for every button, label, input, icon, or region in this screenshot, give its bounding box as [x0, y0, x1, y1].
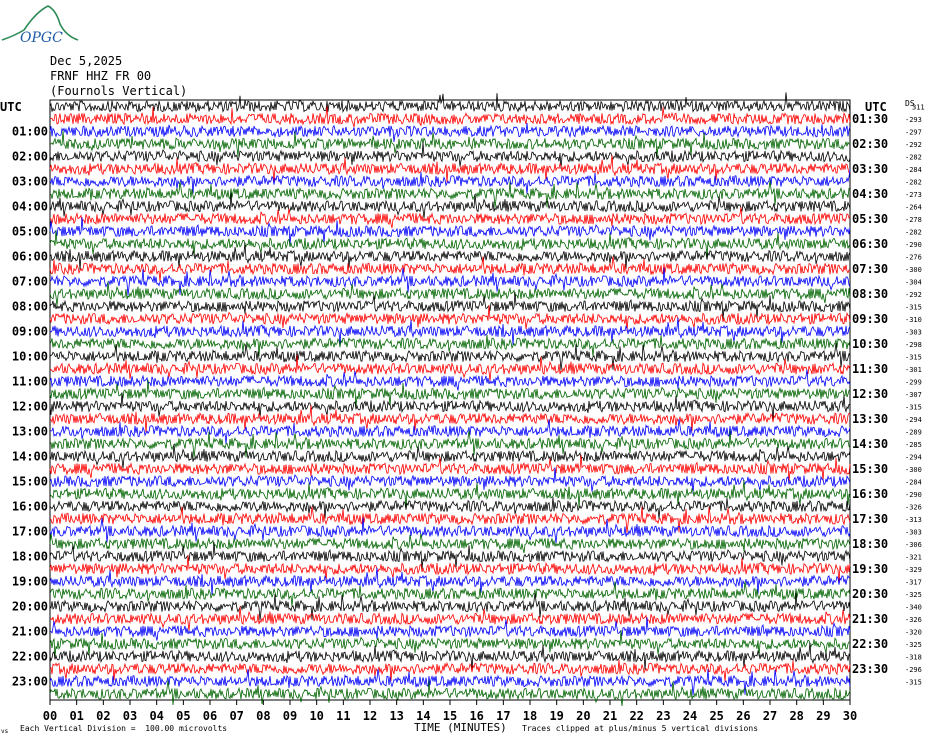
ds-value: -294 — [905, 453, 922, 462]
trace-22 — [50, 355, 850, 381]
ds-value: -290 — [905, 490, 922, 499]
left-hour-label: 20:00 — [11, 599, 48, 614]
x-tick-label-11: 11 — [336, 709, 351, 723]
x-tick-label-18: 18 — [522, 709, 538, 723]
right-hour-label: 05:30 — [852, 211, 889, 226]
right-hour-label: 03:30 — [852, 161, 889, 176]
ds-value: -282 — [905, 178, 922, 187]
ds-values — [905, 103, 925, 686]
ds-value: -320 — [905, 628, 922, 637]
x-tick-label-30: 30 — [842, 709, 858, 723]
ds-value: -273 — [905, 190, 922, 199]
trace-12 — [50, 230, 850, 257]
x-tick-label-07: 07 — [229, 709, 244, 723]
x-axis — [43, 700, 857, 723]
left-hour-label: 07:00 — [11, 274, 48, 289]
ds-value: -310 — [905, 315, 922, 324]
ds-value: -289 — [905, 428, 922, 437]
ds-value: -298 — [905, 340, 922, 349]
right-hour-label: 10:30 — [852, 336, 889, 351]
x-tick-label-22: 22 — [629, 709, 644, 723]
x-tick-label-17: 17 — [496, 709, 511, 723]
ds-value: -317 — [905, 578, 922, 587]
ds-value: -303 — [905, 528, 922, 537]
x-tick-label-13: 13 — [389, 709, 404, 723]
trace-33 — [50, 497, 850, 519]
ds-value: -292 — [905, 290, 922, 299]
ds-value: -264 — [905, 203, 922, 212]
right-hour-label: 02:30 — [852, 136, 889, 151]
right-hour-label: 19:30 — [852, 561, 889, 576]
trace-6 — [50, 155, 850, 182]
ds-value: -299 — [905, 378, 922, 387]
ds-value: -307 — [905, 390, 922, 399]
ds-value: -329 — [905, 565, 922, 574]
right-hour-label: 22:30 — [852, 636, 889, 651]
right-hour-label: 16:30 — [852, 486, 889, 501]
ds-value: -276 — [905, 253, 922, 262]
right-hour-label: 23:30 — [852, 661, 889, 676]
right-hour-label: 15:30 — [852, 461, 889, 476]
x-tick-label-06: 06 — [202, 709, 218, 723]
x-tick-label-05: 05 — [176, 709, 191, 723]
left-hour-label: 10:00 — [11, 349, 48, 364]
ds-value: -294 — [905, 415, 922, 424]
ds-value: -284 — [905, 165, 922, 174]
ds-value: -318 — [905, 653, 922, 662]
left-hour-label: 04:00 — [11, 199, 48, 214]
x-tick-label-23: 23 — [656, 709, 671, 723]
right-hour-label: 18:30 — [852, 536, 889, 551]
left-hour-label: 22:00 — [11, 649, 48, 664]
ds-value: -300 — [905, 265, 922, 274]
x-tick-label-08: 08 — [256, 709, 271, 723]
left-hour-label: 14:00 — [11, 449, 48, 464]
left-hour-label: 23:00 — [11, 674, 48, 689]
left-hour-label: 03:00 — [11, 174, 48, 189]
ds-value: -292 — [905, 140, 922, 149]
left-hour-label: 18:00 — [11, 549, 48, 564]
ds-value: -315 — [905, 353, 922, 362]
right-hour-label: 13:30 — [852, 411, 889, 426]
x-tick-label-19: 19 — [549, 709, 564, 723]
ds-value: -296 — [905, 665, 922, 674]
ds-value: -326 — [905, 615, 922, 624]
left-hour-label: 19:00 — [11, 574, 48, 589]
left-hour-label: 17:00 — [11, 524, 48, 539]
plot-date: Dec 5,2025 — [50, 54, 123, 68]
right-hour-label: 04:30 — [852, 186, 889, 201]
left-hour-label: 08:00 — [11, 299, 48, 314]
division-note: Each Vertical Division = 100.00 microvolts — [20, 724, 228, 733]
trace-36 — [50, 534, 850, 553]
x-tick-label-24: 24 — [682, 709, 698, 723]
ds-value: -321 — [905, 553, 922, 562]
right-hour-label: 09:30 — [852, 311, 889, 326]
clip-note: Traces clipped at plus/minus 5 vertical divisions — [522, 724, 759, 733]
right-utc-label: UTC — [865, 100, 887, 114]
right-hour-label: 12:30 — [852, 386, 889, 401]
plot-frame — [50, 100, 850, 700]
trace-34 — [50, 507, 850, 533]
x-tick-label-26: 26 — [736, 709, 751, 723]
x-tick-label-02: 02 — [96, 709, 111, 723]
trace-3 — [50, 123, 850, 142]
x-tick-label-14: 14 — [416, 709, 431, 723]
right-hour-label: 07:30 — [852, 261, 889, 276]
left-hour-label: 15:00 — [11, 474, 48, 489]
right-hour-label: 14:30 — [852, 436, 889, 451]
left-hour-label: 05:00 — [11, 224, 48, 239]
trace-31 — [50, 467, 850, 493]
ds-value: -278 — [905, 215, 922, 224]
corner-mark: vs — [1, 728, 9, 735]
ds-value: -285 — [905, 440, 922, 449]
ds-value: -301 — [905, 365, 922, 374]
ds-value: -315 — [905, 403, 922, 412]
trace-7 — [50, 169, 850, 194]
ds-value: -282 — [905, 228, 922, 237]
x-tick-label-20: 20 — [576, 709, 591, 723]
left-hour-label: 09:00 — [11, 324, 48, 339]
left-utc-label: UTC — [0, 100, 22, 114]
x-tick-label-12: 12 — [362, 709, 378, 723]
left-hour-label: 02:00 — [11, 149, 48, 164]
right-hour-label: 20:30 — [852, 586, 889, 601]
x-tick-label-27: 27 — [762, 709, 778, 723]
ds-value: -325 — [905, 640, 922, 649]
trace-5 — [50, 142, 850, 168]
x-tick-label-09: 09 — [282, 709, 298, 723]
ds-value: -306 — [905, 540, 922, 549]
left-hour-label: 13:00 — [11, 424, 48, 439]
ds-value: -300 — [905, 465, 922, 474]
right-hour-label: 08:30 — [852, 286, 889, 301]
logo-text: OPGC — [20, 30, 63, 46]
x-tick-label-04: 04 — [149, 709, 164, 723]
right-hour-label: 21:30 — [852, 611, 889, 626]
right-hour-label: 06:30 — [852, 236, 889, 251]
ds-value: -304 — [905, 278, 922, 287]
x-tick-label-15: 15 — [442, 709, 458, 723]
x-tick-label-10: 10 — [309, 709, 324, 723]
ds-value: -313 — [905, 515, 922, 524]
right-hour-label: 17:30 — [852, 511, 889, 526]
x-tick-label-00: 00 — [42, 709, 58, 723]
ds-value: -282 — [905, 153, 922, 162]
left-hour-label: 16:00 — [11, 499, 48, 514]
ds-value: 311 — [912, 103, 925, 112]
trace-group — [50, 92, 850, 706]
station-location: (Fournols Vertical) — [50, 84, 188, 98]
right-hour-label: 01:30 — [852, 111, 889, 126]
x-tick-label-25: 25 — [709, 709, 724, 723]
ds-value: -297 — [905, 128, 922, 137]
x-tick-label-03: 03 — [122, 709, 138, 723]
ds-value: -303 — [905, 328, 922, 337]
ds-value: -325 — [905, 590, 922, 599]
ds-label: DS — [905, 99, 915, 108]
left-hour-label: 06:00 — [11, 249, 48, 264]
x-tick-label-29: 29 — [816, 709, 831, 723]
x-tick-label-28: 28 — [789, 709, 804, 723]
x-tick-label-16: 16 — [469, 709, 484, 723]
ds-value: -315 — [905, 303, 922, 312]
station-code: FRNF HHZ FR 00 — [50, 69, 152, 83]
left-hour-label: 11:00 — [11, 374, 48, 389]
left-hour-label: 01:00 — [11, 124, 48, 139]
right-hour-label: 11:30 — [852, 361, 889, 376]
ds-value: -315 — [905, 678, 922, 687]
ds-value: -326 — [905, 503, 922, 512]
trace-1 — [50, 92, 850, 111]
x-axis-title: TIME (MINUTES) — [414, 721, 507, 734]
x-tick-label-01: 01 — [69, 709, 84, 723]
left-hour-label: 21:00 — [11, 624, 48, 639]
ds-value: -340 — [905, 603, 922, 612]
ds-value: -290 — [905, 240, 922, 249]
x-tick-label-21: 21 — [602, 709, 618, 723]
ds-value: -284 — [905, 478, 922, 487]
left-hour-label: 12:00 — [11, 399, 48, 414]
ds-value: -293 — [905, 115, 922, 124]
